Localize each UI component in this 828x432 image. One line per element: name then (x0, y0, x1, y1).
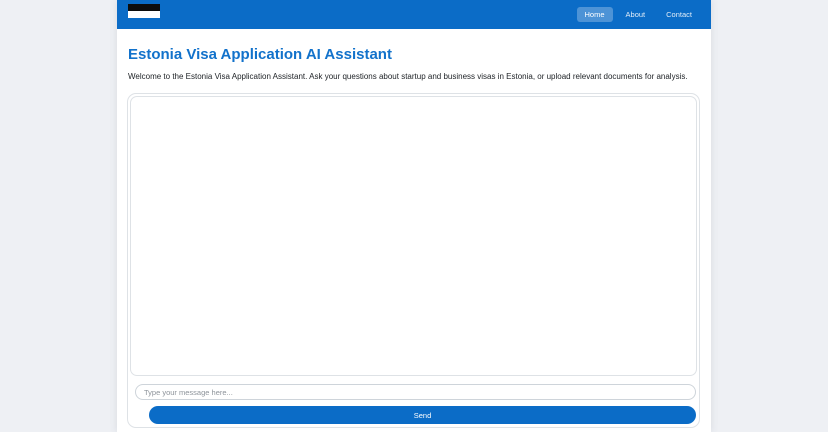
page-title: Estonia Visa Application AI Assistant (128, 46, 392, 63)
nav-link-home[interactable]: Home (577, 7, 613, 23)
app-container (117, 0, 711, 432)
chat-messages-area (130, 96, 697, 376)
nav-link-about[interactable]: About (625, 9, 646, 19)
nav-links (577, 7, 700, 23)
send-button[interactable]: Send (149, 406, 696, 424)
message-input[interactable] (135, 384, 696, 400)
nav-link-contact[interactable]: Contact (666, 9, 692, 19)
estonia-flag-icon (128, 0, 160, 18)
chat-card (127, 93, 700, 428)
navbar (117, 0, 711, 29)
main-content (117, 46, 711, 428)
welcome-text: Welcome to the Estonia Visa Application Assistant. Ask your questions about startup and business visas in Estonia, or upload relevant documents for analysis. (128, 72, 688, 81)
flag-stripe-white (128, 11, 160, 18)
flag-stripe-black (128, 4, 160, 11)
